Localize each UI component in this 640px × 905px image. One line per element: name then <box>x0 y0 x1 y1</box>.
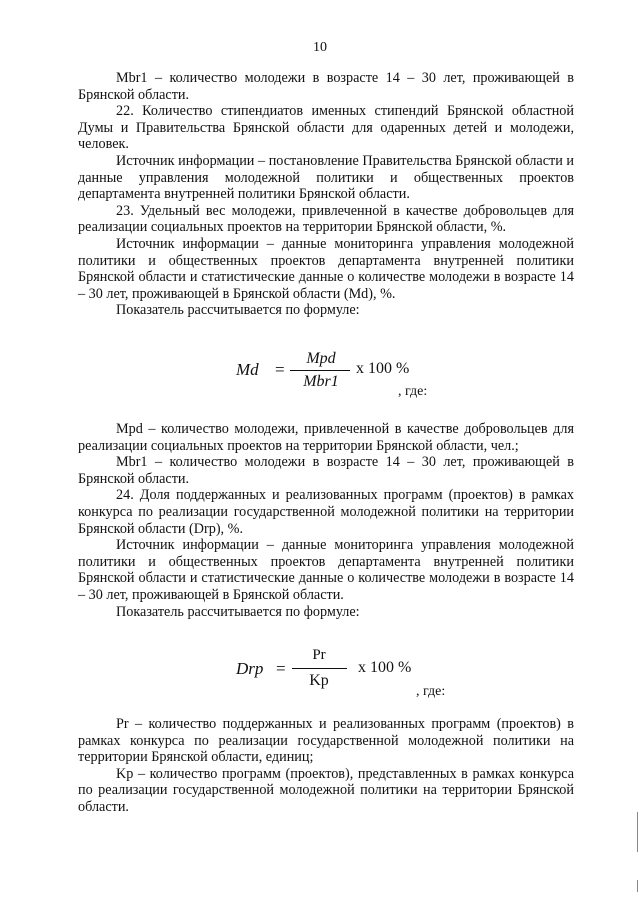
text-block-1 <box>78 70 574 319</box>
formula-drp-lhs: Drp <box>236 659 264 678</box>
formula-md-denominator: Mbr1 <box>303 373 339 390</box>
formula-md-lhs: Md <box>236 360 259 379</box>
scan-edge-mark-2 <box>637 880 638 892</box>
formula-md-multiplier: x 100 % <box>356 360 410 377</box>
paragraph-formula-intro-1: Показатель рассчитывается по формуле: <box>116 302 360 319</box>
paragraph-item-23: 23. Удельный вес молодежи, привлеченной в качестве добровольцев для реализации социальных проектов на территории Брянской области, %. <box>78 202 574 236</box>
paragraph-kp-definition: Kp – количество программ (проектов), представленных в рамках конкурса по реализации государственной молодежной политики на территории Брянской области. <box>78 765 574 815</box>
paragraph-source-24: Источник информации – данные мониторинга управления молодежной политики и общественных проектов департамента внутренней политики Брянской области и статистические данные о количестве молодежи в возрасте 14 – 30 лет, проживающей в Брянской области. <box>78 537 574 603</box>
formula-drp-numerator: Pr <box>312 647 326 663</box>
formula-md-where: , где: <box>398 384 428 399</box>
paragraph-mpd-definition: Mpd – количество молодежи, привлеченной в качестве добровольцев для реализации социальных проектов на территории Брянской области, чел.; <box>78 421 574 454</box>
paragraph-formula-intro-2: Показатель рассчитывается по формуле: <box>116 603 360 620</box>
formula-md-numerator: Mpd <box>306 350 336 367</box>
text-block-3 <box>78 716 574 816</box>
formula-md-fraction-bar <box>290 370 350 371</box>
paragraph-source-23: Источник информации – данные мониторинга управления молодежной политики и общественных проектов департамента внутренней политики Брянской области и статистические данные о количестве молодежи в возрасте 14 – 30 лет, проживающей в Брянской области (Md), %. <box>78 235 574 302</box>
paragraph-item-22: 22. Количество стипендиатов именных стипендий Брянской областной Думы и Правительства Брянской области для одаренных детей и молодежи, человек. <box>78 103 574 153</box>
formula-drp-where: , где: <box>416 684 446 699</box>
paragraph-mbr1-definition: Mbr1 – количество молодежи в возрасте 14 – 30 лет, проживающей в Брянской области. <box>78 70 574 103</box>
paragraph-source-22: Источник информации – постановление Правительства Брянской области и данные управления молодежной политики и общественных проектов департамента внутренней политики Брянской области. <box>78 152 574 203</box>
formula-drp-fraction-bar <box>292 668 347 669</box>
page-number: 10 <box>313 40 327 55</box>
formula-drp-denominator: Kp <box>309 672 329 689</box>
paragraph-mbr1-definition-2: Mbr1 – количество молодежи в возрасте 14 – 30 лет, проживающей в Брянской области. <box>78 454 574 487</box>
scan-edge-mark <box>637 812 638 852</box>
text-block-2 <box>78 421 574 620</box>
formula-drp-equals: = <box>276 659 286 678</box>
paragraph-pr-definition: Pr – количество поддержанных и реализованных программ (проектов) в рамках конкурса по реализации государственной молодежной политики на территории Брянской области, единиц; <box>78 716 574 766</box>
formula-drp-multiplier: x 100 % <box>358 659 412 676</box>
paragraph-item-24: 24. Доля поддержанных и реализованных программ (проектов) в рамках конкурса по реализации государственной молодежной политики на территории Брянской области (Drp), %. <box>78 487 574 537</box>
formula-md-equals: = <box>275 360 285 379</box>
